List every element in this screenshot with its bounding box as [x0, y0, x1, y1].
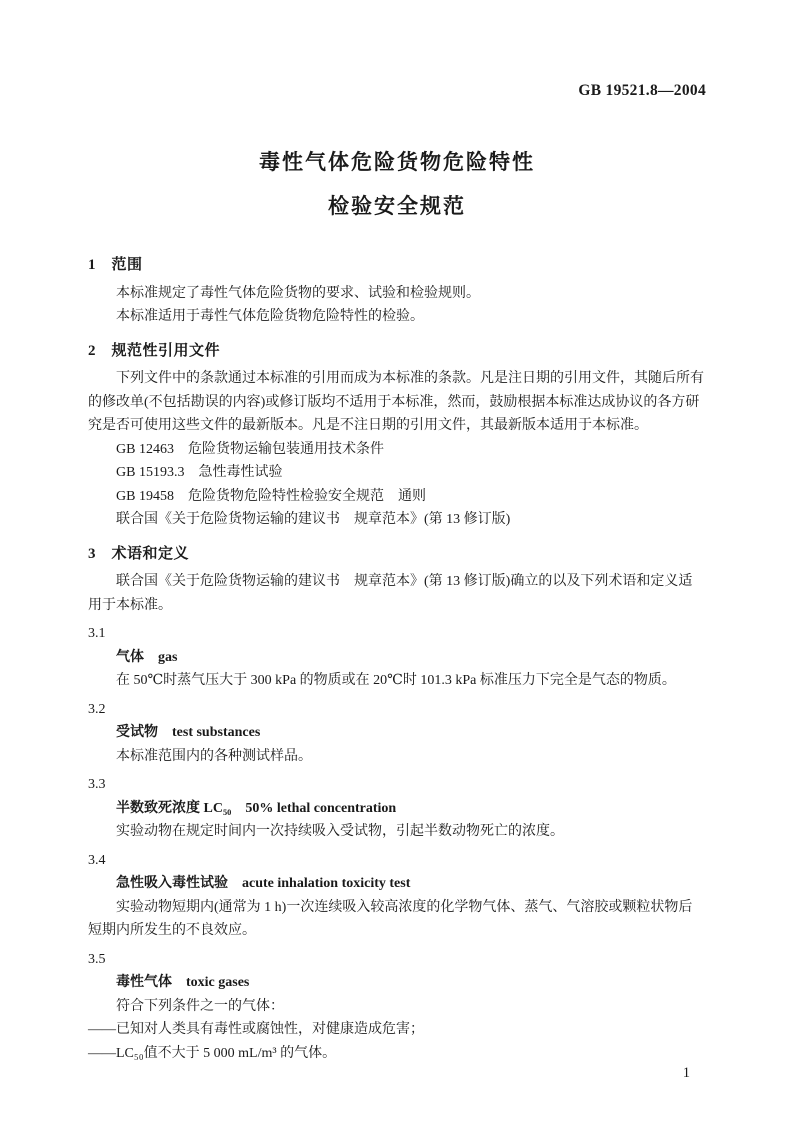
title-line-1: 毒性气体危险货物危险特性 [259, 150, 535, 174]
page-footer [88, 1065, 706, 1123]
clause-number: 3.5 [88, 951, 106, 967]
page-number: 1 [682, 1065, 690, 1081]
reference-item: 联合国《关于危险货物运输的建议书 规章范本》(第 13 修订版) [116, 512, 511, 527]
reference-item: GB 15193.3 急性毒性试验 [116, 465, 283, 480]
term-definition: 实验动物短期内(通常为 1 h)一次连续吸入较高浓度的化学物气体、蒸气、气溶胶或颗粒状物后短期内所发生的不良效应。 [88, 899, 693, 938]
term-3-3 [88, 773, 706, 844]
term-title: 急性吸入毒性试验 acute inhalation toxicity test [116, 876, 411, 891]
term-title: 半数致死浓度 LC₅₀ 50% lethal concentration [116, 800, 397, 816]
term-3-4 [88, 849, 706, 943]
title-line-2: 检验安全规范 [328, 194, 466, 218]
term-3-1 [88, 622, 706, 693]
standard-number: GB 19521.8—2004 [578, 82, 706, 99]
term-definition: 在 50℃时蒸气压大于 300 kPa 的物质或在 20℃时 101.3 kPa 标准压力下完全是气态的物质。 [116, 673, 676, 688]
scope-paragraph: 本标准规定了毒性气体危险货物的要求、试验和检验规则。 [116, 285, 480, 301]
clause-number: 3.1 [88, 626, 106, 641]
reference-item: GB 19458 危险货物危险特性检验安全规范 通则 [116, 488, 426, 504]
term-title: 受试物 test substances [116, 725, 261, 740]
term-definition: 符合下列条件之一的气体： [116, 998, 284, 1014]
section-heading-scope: 1 范围 [88, 257, 143, 273]
condition-item: ——LC₅₀值不大于 5 000 mL/m³ 的气体。 [88, 1045, 337, 1061]
document-body [88, 228, 706, 1065]
clause-number: 3.4 [88, 852, 106, 868]
normative-references-intro: 下列文件中的条款通过本标准的引用而成为本标准的条款。凡是注日期的引用文件，其随后所有的修改单(不包括勘误的内容)或修订版均不适用于本标准，然而，鼓励根据本标准达成协议的各方研究是否可使用这些文件的最新版本。凡是不注日期的引用文件，其最新版本适用于本标准。 [88, 371, 704, 433]
term-definition: 实验动物在规定时间内一次持续吸入受试物，引起半数动物死亡的浓度。 [116, 824, 564, 839]
reference-list [88, 438, 706, 532]
document-title [88, 140, 706, 228]
terms-intro: 联合国《关于危险货物运输的建议书 规章范本》(第 13 修订版)确立的以及下列术语和定义适用于本标准。 [88, 574, 693, 613]
term-definition: 本标准范围内的各种测试样品。 [116, 748, 312, 764]
scope-paragraph: 本标准适用于毒性气体危险货物危险特性的检验。 [116, 309, 424, 324]
condition-item: ——已知对人类具有毒性或腐蚀性，对健康造成危害； [88, 1022, 424, 1037]
section-heading-terms-definitions: 3 术语和定义 [88, 545, 190, 562]
clause-number: 3.3 [88, 777, 106, 792]
term-title: 毒性气体 toxic gases [116, 975, 250, 990]
clause-number: 3.2 [88, 701, 106, 717]
reference-item: GB 12463 危险货物运输包装通用技术条件 [116, 441, 384, 457]
term-3-5 [88, 948, 706, 1066]
section-heading-normative-references: 2 规范性引用文件 [88, 342, 221, 359]
term-3-2 [88, 698, 706, 769]
term-title: 气体 gas [116, 649, 178, 665]
